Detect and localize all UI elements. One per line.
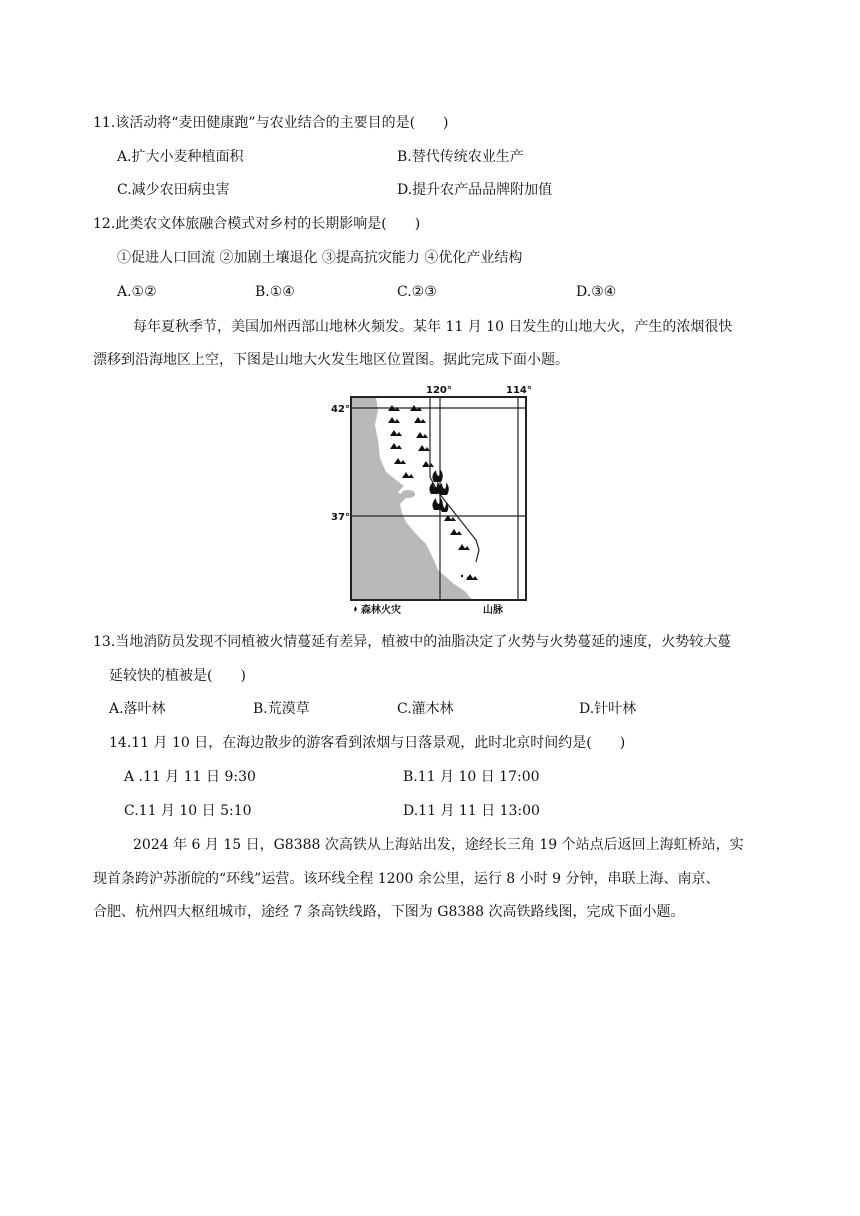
wildfire-location-map xyxy=(326,380,536,620)
passage1-line1: 每年夏秋季节，美国加州西部山地林火频发。某年 11 月 10 日发生的山地大火，产生的浓烟很快 xyxy=(133,319,733,335)
q11-stem: 11.该活动将“麦田健康跑”与农业结合的主要目的是( ) xyxy=(93,115,449,131)
passage2-line3: 合肥、杭州四大枢纽城市，途经 7 条高铁线路，下图为 G8388 次高铁路线图，完成下面小题。 xyxy=(93,904,685,920)
q14-option-d: D.11 月 11 日 13:00 xyxy=(403,803,540,819)
q11-option-a: A.扩大小麦种植面积 xyxy=(117,149,244,165)
q14-option-b: B.11 月 10 日 17:00 xyxy=(403,769,540,785)
lat-label-37: 37° xyxy=(331,512,350,523)
legend-mountain-label: 山脉 xyxy=(483,605,503,616)
q13-stem-line1: 13.当地消防员发现不同植被火情蔓延有差异，植被中的油脂决定了火势与火势蔓延的速度，火势较大蔓 xyxy=(93,634,732,650)
q12-option-d: D.③④ xyxy=(576,284,617,300)
q12-items: ①促进人口回流 ②加剧土壤退化 ③提高抗灾能力 ④优化产业结构 xyxy=(117,250,523,266)
q14-stem: 14.11 月 10 日，在海边散步的游客看到浓烟与日落景观，此时北京时间约是( ) xyxy=(109,735,626,751)
q11-option-d: D.提升农产品品牌附加值 xyxy=(397,182,553,198)
passage2-line2: 现首条跨沪苏浙皖的“环线”运营。该环线全程 1200 余公里，运行 8 小时 9 分钟，串联上海、南京、 xyxy=(93,871,720,887)
q13-option-c: C.灌木林 xyxy=(397,701,454,717)
q13-stem-line2: 延较快的植被是( ) xyxy=(109,668,246,684)
q13-option-a: A.落叶林 xyxy=(109,701,166,717)
q12-option-b: B.①④ xyxy=(255,284,295,300)
q11-option-c: C.减少农田病虫害 xyxy=(117,182,230,198)
q12-option-a: A.①② xyxy=(117,284,157,300)
passage2-line1: 2024 年 6 月 15 日，G8388 次高铁从上海站出发，途经长三角 19 个站点后返回上海虹桥站，实 xyxy=(133,837,744,853)
q13-option-b: B.荒漠草 xyxy=(253,701,310,717)
q12-stem: 12.此类农文体旅融合模式对乡村的长期影响是( ) xyxy=(93,216,421,232)
q12-option-c: C.②③ xyxy=(397,284,437,300)
lon-label-114: 114° xyxy=(506,385,532,396)
legend-fire-icon xyxy=(354,606,357,612)
q11-option-b: B.替代传统农业生产 xyxy=(397,149,524,165)
q14-option-c: C.11 月 10 日 5:10 xyxy=(124,803,252,819)
lon-label-120: 120° xyxy=(426,385,452,396)
passage1-line2: 漂移到沿海地区上空，下图是山地大火发生地区位置图。据此完成下面小题。 xyxy=(93,352,569,368)
q13-option-d: D.针叶林 xyxy=(579,701,637,717)
q14-option-a: A .11 月 11 日 9:30 xyxy=(124,769,256,785)
lat-label-42: 42° xyxy=(331,404,350,415)
legend-fire-label: 森林火灾 xyxy=(361,605,401,616)
